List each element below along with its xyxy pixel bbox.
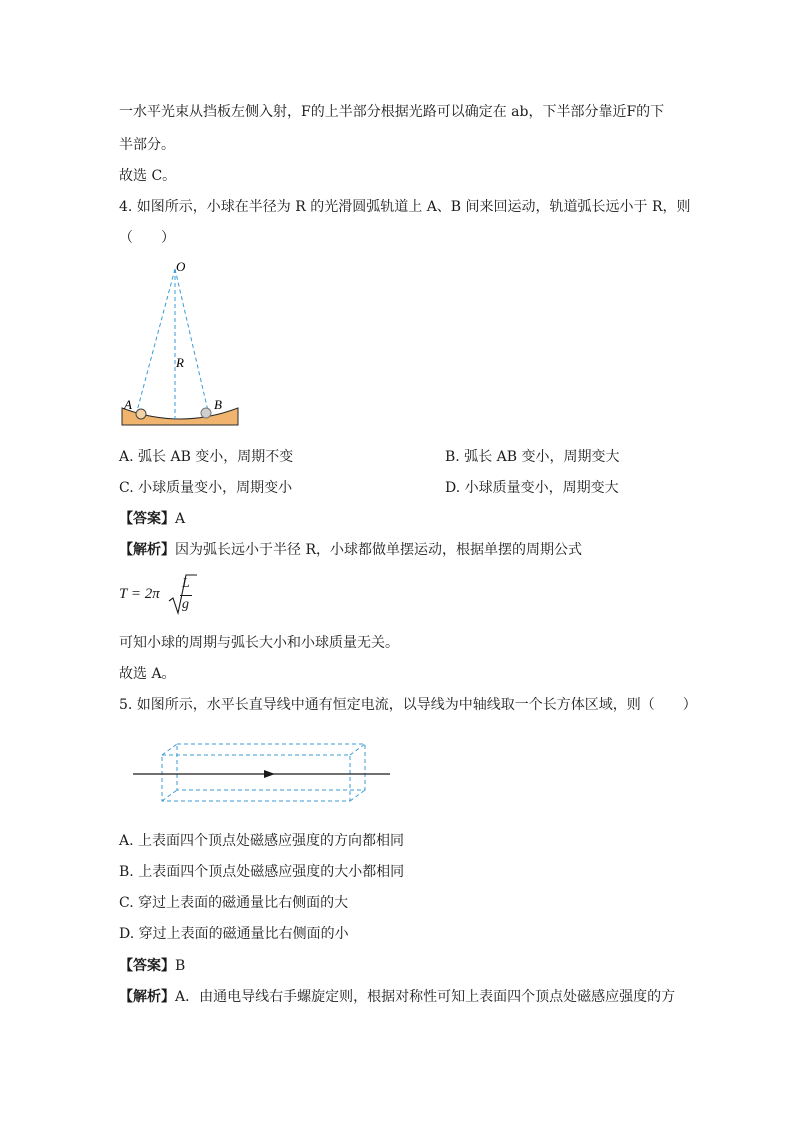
q5-answer-tag: 【答案】 bbox=[119, 958, 175, 974]
q4-option-b: B. 弧长 AB 变小，周期变大 bbox=[445, 449, 620, 465]
q5-answer-value: B bbox=[175, 958, 186, 974]
q5-analysis-tag: 【解析】 bbox=[119, 989, 175, 1005]
box-front-face bbox=[162, 755, 350, 801]
formula-lhs: T = 2π bbox=[119, 586, 160, 602]
formula-numerator: L bbox=[182, 576, 190, 591]
formula-denominator: g bbox=[182, 597, 189, 612]
label-a: A bbox=[124, 397, 132, 412]
q4-conclusion: 可知小球的周期与弧长大小和小球质量无关。 bbox=[119, 635, 399, 651]
q5-stem: 5. 如图所示，水平长直导线中通有恒定电流，以导线为中轴线取一个长方体区域，则（ ） bbox=[119, 697, 697, 713]
prev-choice: 故选 C。 bbox=[119, 168, 177, 184]
prev-analysis-line-1: 一水平光束从挡板左侧入射，F的上半部分根据光路可以确定在 ab，下半部分靠近F的下 bbox=[119, 104, 665, 120]
label-o: O bbox=[176, 259, 186, 274]
q4-pendulum-figure bbox=[110, 255, 250, 435]
q4-answer-tag: 【答案】 bbox=[119, 511, 175, 527]
q5-analysis bbox=[119, 988, 675, 1006]
q4-option-a: A. 弧长 AB 变小，周期不变 bbox=[119, 449, 294, 465]
q4-paren: （ ） bbox=[119, 230, 175, 246]
q4-analysis-tag: 【解析】 bbox=[119, 542, 175, 558]
q4-option-c: C. 小球质量变小，周期变小 bbox=[119, 480, 293, 496]
q5-option-c: C. 穿过上表面的磁通量比右侧面的大 bbox=[119, 895, 349, 911]
ball-b bbox=[201, 408, 211, 418]
q4-analysis bbox=[119, 541, 582, 559]
q4-answer-value: A bbox=[175, 511, 186, 527]
label-r: R bbox=[176, 355, 184, 370]
prev-analysis-line-2: 半部分。 bbox=[119, 137, 175, 153]
q5-wire-box-figure bbox=[130, 740, 395, 806]
q4-option-d: D. 小球质量变小，周期变大 bbox=[445, 480, 619, 496]
q5-analysis-text: A．由通电导线右手螺旋定则，根据对称性可知上表面四个顶点处磁感应强度的方 bbox=[175, 989, 676, 1005]
q5-option-a: A. 上表面四个顶点处磁感应强度的方向都相同 bbox=[119, 833, 405, 849]
radius-line-right bbox=[175, 269, 208, 411]
fraction-bar bbox=[180, 595, 192, 596]
q5-option-b: B. 上表面四个顶点处磁感应强度的大小都相同 bbox=[119, 864, 405, 880]
label-b: B bbox=[214, 397, 222, 412]
radius-line-left bbox=[137, 269, 175, 411]
q4-analysis-text: 因为弧长远小于半径 R，小球都做单摆运动，根据单摆的周期公式 bbox=[175, 542, 582, 558]
ball-a bbox=[136, 409, 146, 419]
q4-stem: 4. 如图所示，小球在半径为 R 的光滑圆弧轨道上 A、B 间来回运动，轨道弧长远小于 R，则 bbox=[119, 199, 691, 215]
q4-answer bbox=[119, 510, 185, 528]
q4-formula bbox=[119, 573, 239, 617]
q5-answer bbox=[119, 957, 185, 975]
current-arrow bbox=[264, 770, 275, 778]
q5-option-d: D. 穿过上表面的磁通量比右侧面的小 bbox=[119, 926, 349, 942]
q4-choice: 故选 A。 bbox=[119, 666, 176, 682]
box-back-face bbox=[177, 744, 365, 790]
